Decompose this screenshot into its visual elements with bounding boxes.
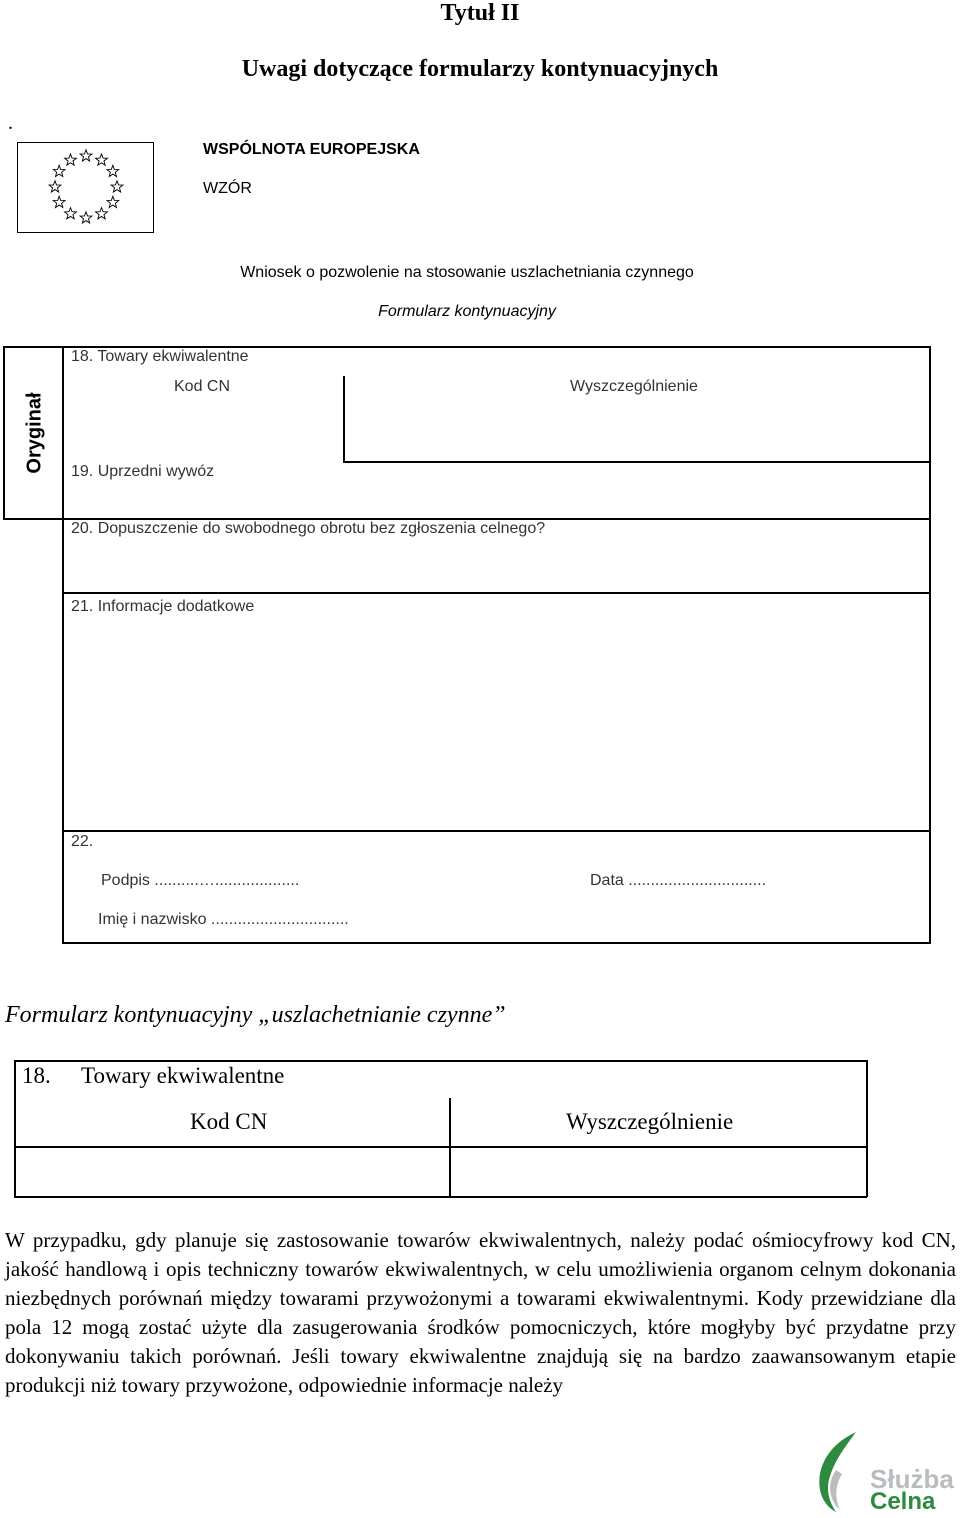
form2-left-border	[14, 1060, 16, 1197]
model-label: WZÓR	[203, 180, 252, 197]
date-field: Data ...............................	[590, 872, 767, 889]
star-icon	[53, 165, 65, 176]
form1-row20-bottom	[62, 592, 931, 594]
form2-bottom-border	[14, 1196, 867, 1198]
box20-label: 20. Dopuszczenie do swobodnego obrotu bez zgłoszenia celnego?	[71, 520, 546, 537]
eu-flag-icon	[17, 142, 154, 233]
application-title: Wniosek o pozwolenie na stosowanie uszlachetniania czynnego	[240, 264, 694, 281]
eu-stars-icon	[18, 143, 152, 231]
form1-right-border	[929, 346, 931, 944]
box19-label: 19. Uprzedni wywóz	[71, 463, 215, 480]
form2-right-border	[866, 1060, 868, 1197]
form1-left-outer-border	[3, 346, 5, 519]
logo-mark-icon	[810, 1430, 870, 1513]
form1-bottom-border	[62, 942, 931, 944]
star-icon	[65, 154, 77, 165]
form1-row18-bottom	[343, 461, 931, 463]
star-icon	[53, 196, 65, 207]
signature-field: Podpis ..........…...................	[101, 872, 300, 889]
eu-community-label: WSPÓLNOTA EUROPEJSKA	[203, 141, 420, 158]
logo-text-sluzba: Służba	[870, 1464, 954, 1494]
box18-label: 18. Towary ekwiwalentne	[71, 348, 249, 365]
star-icon	[111, 181, 123, 192]
form1-left-inner-border	[62, 346, 64, 944]
star-icon	[107, 196, 119, 207]
star-icon	[96, 208, 108, 219]
form2-code-divider	[449, 1098, 451, 1197]
document-title: Tytuł II	[440, 0, 520, 26]
col-description-header: Wyszczególnienie	[570, 378, 698, 395]
stray-dot: .	[8, 112, 13, 134]
star-icon	[107, 165, 119, 176]
form-type-label: Formularz kontynuacyjny	[378, 303, 556, 320]
form2-col-code-header: Kod CN	[190, 1109, 268, 1134]
form2-col-description-header: Wyszczególnienie	[566, 1109, 734, 1134]
star-icon	[80, 150, 92, 161]
form2-box18-label: Towary ekwiwalentne	[81, 1063, 285, 1088]
logo-text-celna: Celna	[870, 1488, 936, 1515]
col-code-header: Kod CN	[174, 378, 231, 395]
description-paragraph: W przypadku, gdy planuje się zastosowanie towarów ekwiwalentnych, należy podać ośmiocyfrowy kod CN, jakość handlową i opis techniczny towarów ekwiwalentnych, w celu umożliwienia organom celnym dokonania niezbędnych porównań między towarami przywożonymi a towarami ekwiwalentnymi. Kody przewidziane dla pola 12 mogą zostać użyte dla zasugerowania środków pomocniczych, które mogłyby być przydatne przy dokonywaniu takich porównań. Jeśli towary ekwiwalentne znajdują się na bardzo zaawansowanym etapie produkcji niż towary przywożone, odpowiednie informacje należy	[5, 1228, 956, 1397]
star-icon	[80, 212, 92, 223]
original-side-text: Oryginał	[23, 392, 46, 474]
form1-row21-bottom	[62, 830, 931, 832]
document-subtitle: Uwagi dotyczące formularzy kontynuacyjnych	[241, 56, 719, 82]
form2-header-divider	[14, 1146, 867, 1148]
form2-box18-number: 18.	[22, 1063, 51, 1088]
continuation-form-caption: Formularz kontynuacyjny „uszlachetnianie czynne”	[5, 1002, 506, 1028]
form2-top-border	[14, 1060, 867, 1062]
box22-label: 22.	[71, 833, 94, 850]
star-icon	[65, 208, 77, 219]
name-field: Imię i nazwisko ...............................	[98, 911, 349, 928]
form1-code-divider	[343, 376, 345, 462]
box21-label: 21. Informacje dodatkowe	[71, 598, 255, 615]
star-icon	[96, 154, 108, 165]
star-icon	[49, 181, 61, 192]
